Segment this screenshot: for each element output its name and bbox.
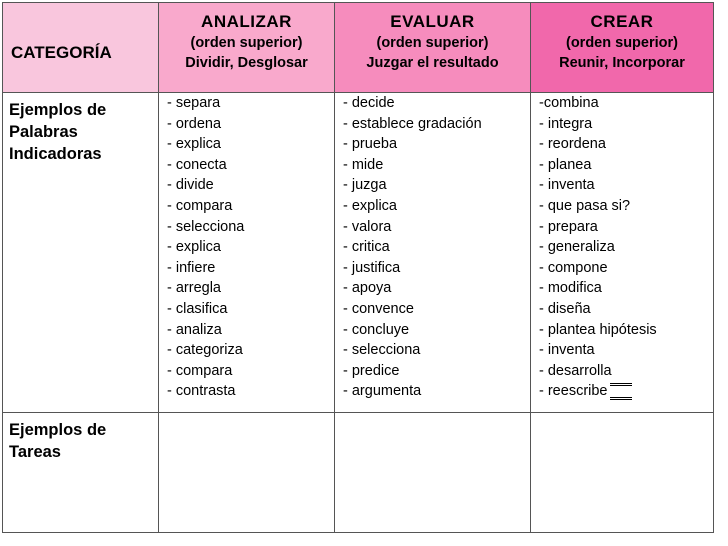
analizar-title: ANALIZAR: [201, 12, 292, 31]
word-text: - explica: [343, 197, 397, 214]
evaluar-words-cell: [335, 93, 531, 413]
word-text: - critica: [343, 239, 390, 256]
word-text: - valora: [343, 218, 392, 235]
word-text: - clasifica: [167, 300, 228, 317]
word-item: [167, 134, 334, 155]
word-text: - diseña: [539, 300, 591, 317]
examples-row-label: Ejemplos de Palabras Indicadoras: [9, 101, 107, 163]
word-item: [539, 114, 713, 135]
word-text: - generaliza: [539, 239, 615, 256]
word-text: - selecciona: [343, 342, 421, 359]
word-item: [343, 237, 530, 258]
word-item: [343, 155, 530, 176]
word-item: [343, 381, 530, 402]
crear-tasks-cell: [531, 413, 714, 533]
word-item: [539, 134, 713, 155]
word-text: - plantea hipótesis: [539, 321, 657, 338]
word-item: [167, 258, 334, 279]
word-item: [167, 175, 334, 196]
evaluar-subtitle: (orden superior): [376, 35, 489, 51]
word-item: [539, 278, 713, 299]
word-item: [167, 340, 334, 361]
examples-label-cell: [3, 93, 159, 413]
word-item: [539, 381, 713, 402]
word-item: [539, 93, 713, 114]
analizar-header-cell: [159, 3, 335, 93]
word-text: - prueba: [343, 136, 398, 153]
word-item: [539, 196, 713, 217]
word-item: [167, 320, 334, 341]
crear-header-cell: [531, 3, 714, 93]
word-text: - categoriza: [167, 342, 243, 359]
word-text: -combina: [539, 95, 599, 111]
word-item: [343, 196, 530, 217]
word-text: - infiere: [167, 259, 216, 276]
word-item: [167, 381, 334, 402]
word-item: [343, 134, 530, 155]
word-item: [167, 93, 334, 114]
word-item: [539, 258, 713, 279]
word-text: - compara: [167, 197, 233, 214]
bloom-taxonomy-table: [2, 2, 714, 533]
category-header-cell: [3, 3, 159, 93]
word-text: - prepara: [539, 218, 598, 235]
word-text: - explica: [167, 136, 221, 153]
word-text: - predice: [343, 362, 400, 379]
word-text: - argumenta: [343, 383, 422, 400]
word-item: [167, 217, 334, 238]
word-item: [539, 237, 713, 258]
evaluar-description: Juzgar el resultado: [366, 55, 499, 71]
word-text: - selecciona: [167, 218, 245, 235]
word-item: [343, 93, 530, 114]
word-item: [343, 258, 530, 279]
word-text: - concluye: [343, 321, 410, 338]
word-item: [539, 175, 713, 196]
word-item: [539, 320, 713, 341]
word-item: [167, 237, 334, 258]
analizar-words-cell: [159, 93, 335, 413]
word-text: - ordena: [167, 115, 222, 132]
word-item: [539, 340, 713, 361]
word-text: - mide: [343, 156, 384, 173]
word-item: [167, 278, 334, 299]
crear-word-list: [531, 93, 713, 402]
word-item: [343, 299, 530, 320]
crear-subtitle: (orden superior): [566, 35, 678, 51]
word-text: - divide: [167, 177, 214, 194]
word-item: [343, 361, 530, 382]
analizar-tasks-cell: [159, 413, 335, 533]
word-text: - establece gradación: [343, 115, 482, 132]
word-text: - que pasa si?: [539, 197, 631, 214]
word-text: - desarrolla: [539, 362, 612, 379]
analizar-subtitle: (orden superior): [190, 35, 303, 51]
crear-title: CREAR: [590, 12, 654, 31]
word-text: - analiza: [167, 321, 222, 338]
examples-row: [3, 93, 714, 413]
crear-words-cell: [531, 93, 714, 413]
word-text: - apoya: [343, 280, 392, 297]
word-item: [343, 340, 530, 361]
word-item: [539, 217, 713, 238]
word-text: - juzga: [343, 177, 387, 194]
evaluar-word-list: [335, 93, 530, 402]
word-item: [539, 299, 713, 320]
tasks-label-cell: [3, 413, 159, 533]
word-item: [167, 114, 334, 135]
tasks-row: [3, 413, 714, 533]
word-text: - separa: [167, 95, 221, 111]
word-text: - conecta: [167, 156, 227, 173]
crear-description: Reunir, Incorporar: [559, 55, 685, 71]
analizar-word-list: [159, 93, 334, 402]
garbled-glyph-icon: [610, 383, 632, 400]
word-item: [167, 361, 334, 382]
word-text: - arregla: [167, 280, 221, 297]
word-text: - modifica: [539, 280, 602, 297]
word-text: - explica: [167, 239, 221, 256]
word-text: - convence: [343, 300, 414, 317]
category-header: CATEGORÍA: [11, 42, 112, 62]
analizar-description: Dividir, Desglosar: [185, 55, 308, 71]
word-item: [343, 320, 530, 341]
word-item: [167, 155, 334, 176]
word-text: - inventa: [539, 342, 595, 359]
word-text: - justifica: [343, 259, 401, 276]
word-text: - planea: [539, 156, 592, 173]
word-text: - contrasta: [167, 383, 236, 400]
word-text: - reescribe: [539, 383, 608, 400]
word-text: - reordena: [539, 136, 606, 153]
word-item: [539, 361, 713, 382]
word-item: [167, 299, 334, 320]
word-item: [343, 278, 530, 299]
word-text: - decide: [343, 95, 395, 111]
header-row: [3, 3, 714, 93]
word-item: [343, 114, 530, 135]
word-text: - compone: [539, 259, 608, 276]
evaluar-tasks-cell: [335, 413, 531, 533]
evaluar-title: EVALUAR: [390, 12, 475, 31]
word-item: [167, 196, 334, 217]
word-item: [539, 155, 713, 176]
word-item: [343, 217, 530, 238]
word-item: [343, 175, 530, 196]
evaluar-header-cell: [335, 3, 531, 93]
word-text: - integra: [539, 115, 593, 132]
word-text: - compara: [167, 362, 233, 379]
word-text: - inventa: [539, 177, 595, 194]
tasks-row-label: Ejemplos de Tareas: [9, 421, 107, 461]
